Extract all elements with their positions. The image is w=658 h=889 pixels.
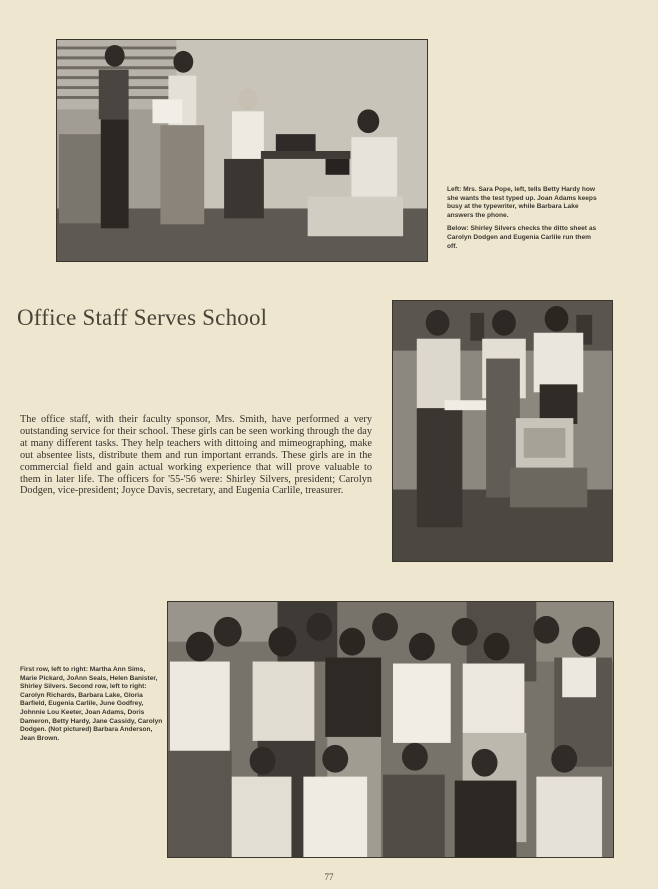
photo-group <box>167 601 614 858</box>
photo-ditto-machine-image <box>393 301 612 561</box>
photo-ditto-machine <box>392 300 613 562</box>
article-body: The office staff, with their faculty sponsor, Mrs. Smith, have performed a very outstanding service for their school. These girls can be seen working through the day at many different tasks. They help teachers with dittoing and mimeographing, make out absentee lists, distribute them and run important errands. These girls are in the commercial field and gain actual working experience that will prove valuable to them in later life. The officers for '55-'56 were: Shirley Silvers, president; Carolyn Dodgen, vice-president; Joyce Davis, secretary, and Eugenia Carlile, treasurer. <box>20 414 372 497</box>
page-number: 77 <box>324 872 334 882</box>
page-title: Office Staff Serves School <box>17 305 268 330</box>
photo-office-typing-image <box>57 40 427 261</box>
caption-group-photo: First row, left to right: Martha Ann Sims, Marie Pickard, JoAnn Seals, Helen Banister, Shirley Silvers. Second row, left to right: Carolyn Richards, Barbara Lake, Gloria Barfield, Eugenia Carlile, June Godfrey, Johnnie Lou Keeter, Joan Adams, Doris Dameron, Betty Hardy, Jane Cassidy, Carolyn Dodgen. (Not pictured) Barbara Anderson, Jean Brown. <box>20 666 163 742</box>
caption-top-photos <box>447 186 601 256</box>
caption-below: Below: Shirley Silvers checks the ditto sheet as Carolyn Dodgen and Eugenia Carlile run them off. <box>447 225 597 250</box>
caption-left: Left: Mrs. Sara Pope, left, tells Betty Hardy how she wants the test typed up. Joan Adams keeps busy at the typewriter, while Barbara Lake answers the phone. <box>447 186 597 219</box>
photo-group-image <box>168 602 613 857</box>
photo-office-typing <box>56 39 428 262</box>
